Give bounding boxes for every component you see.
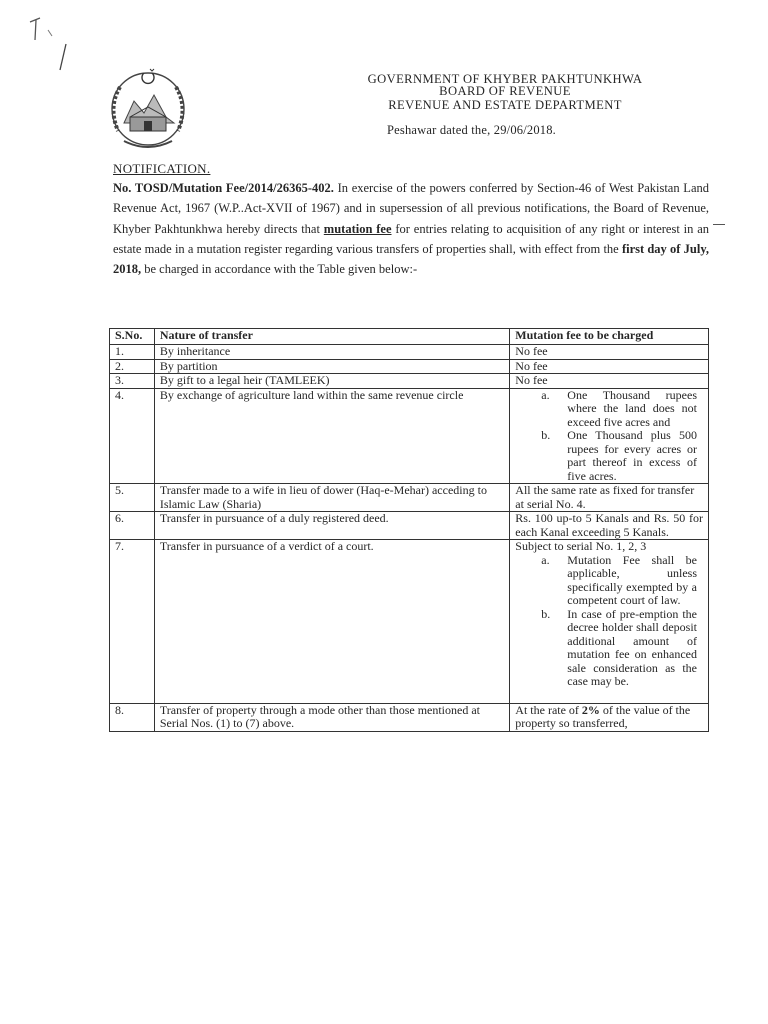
table-row (110, 484, 709, 512)
body-text-2: for entries relating to acquisition of any right or interest in an estate made in a mutation register regarding various transfers of properties shall, with effect from the (113, 221, 709, 256)
table-row (110, 388, 709, 484)
notification-number: No. TOSD/Mutation Fee/2014/26365-402. (113, 181, 334, 195)
column-header-nature: Nature of transfer (154, 329, 509, 345)
fee-item: a. One Thousand rupees where the land does not exceed five acres and (541, 387, 697, 429)
table-header-row (110, 329, 709, 345)
notification-heading: NOTIFICATION. (113, 161, 211, 176)
header-department: REVENUE AND ESTATE DEPARTMENT (388, 98, 622, 112)
row-fee: At the rate of 2% of the value of the property so transferred, (510, 703, 709, 731)
row-nature: By inheritance (154, 345, 509, 360)
table-row (110, 540, 709, 704)
row-nature: Transfer in pursuance of a verdict of a court. (154, 540, 509, 704)
row-fee: No fee (510, 345, 709, 360)
notification-body (113, 178, 709, 279)
mutation-fee-table (109, 328, 709, 732)
fee-item: b. In case of pre-emption the decree holder shall deposit additional amount of mutation fee on enhanced sale consideration as the case may be. (541, 606, 697, 688)
row-sno: 3. (110, 374, 155, 389)
row-fee: All the same rate as fixed for transfer at serial No. 4. (510, 484, 709, 512)
table-row (110, 359, 709, 374)
column-header-fee: Mutation fee to be charged (510, 329, 709, 345)
column-header-sno: S.No. (110, 329, 155, 345)
table-row (110, 703, 709, 731)
government-emblem-icon (94, 57, 202, 157)
body-text-1: In exercise of the powers conferred by Section-46 of West Pakistan Land Revenue Act, 1967 (W.P..Act-XVII of 1967) and in supersession of all previous notifications, the Board of Revenue, Khyber Pakhtunkhwa hereby directs that (113, 181, 709, 236)
header-government: GOVERNMENT OF KHYBER PAKHTUNKHWA (367, 72, 643, 86)
row-nature: By exchange of agriculture land within the same revenue circle (154, 388, 509, 484)
row-nature: Transfer made to a wife in lieu of dower (Haq-e-Mehar) acceding to Islamic Law (Sharia) (154, 484, 509, 512)
row-sno: 8. (110, 703, 155, 731)
body-text-3: be charged in accordance with the Table given below:- (141, 262, 418, 277)
row-nature: By gift to a legal heir (TAMLEEK) (154, 374, 509, 389)
row-fee: Rs. 100 up-to 5 Kanals and Rs. 50 for each Kanal exceeding 5 Kanals. (510, 512, 709, 540)
row-fee (510, 388, 709, 484)
handwritten-mark (26, 14, 76, 74)
row-sno: 2. (110, 359, 155, 374)
mutation-fee-emphasis: mutation fee (323, 221, 392, 236)
row-fee: No fee (510, 359, 709, 374)
dated-line: Peshawar dated the, 29/06/2018. (387, 123, 557, 137)
fee-item: b. One Thousand plus 500 rupees for every acres or part thereof in excess of five acres. (541, 428, 697, 483)
table-row (110, 512, 709, 540)
margin-mark (713, 224, 725, 225)
row-fee (510, 540, 709, 704)
header-board: BOARD OF REVENUE (439, 84, 571, 98)
row-fee: No fee (510, 374, 709, 389)
row-sno: 4. (110, 388, 155, 484)
row-sno: 5. (110, 484, 155, 512)
table-row (110, 345, 709, 360)
row-nature: Transfer of property through a mode other than those mentioned at Serial Nos. (1) to (7) above. (154, 703, 509, 731)
effective-date-emphasis: first day of July, 2018, (113, 241, 709, 277)
row-nature: Transfer in pursuance of a duly registered deed. (154, 512, 509, 540)
row-sno: 6. (110, 512, 155, 540)
row-sno: 7. (110, 540, 155, 704)
row-sno: 1. (110, 345, 155, 360)
table-row (110, 374, 709, 389)
row-nature: By partition (154, 359, 509, 374)
fee-item: a. Mutation Fee shall be applicable, unless specifically exempted by a competent court of law. (541, 552, 697, 607)
fee-intro: Subject to serial No. 1, 2, 3 (515, 539, 647, 553)
